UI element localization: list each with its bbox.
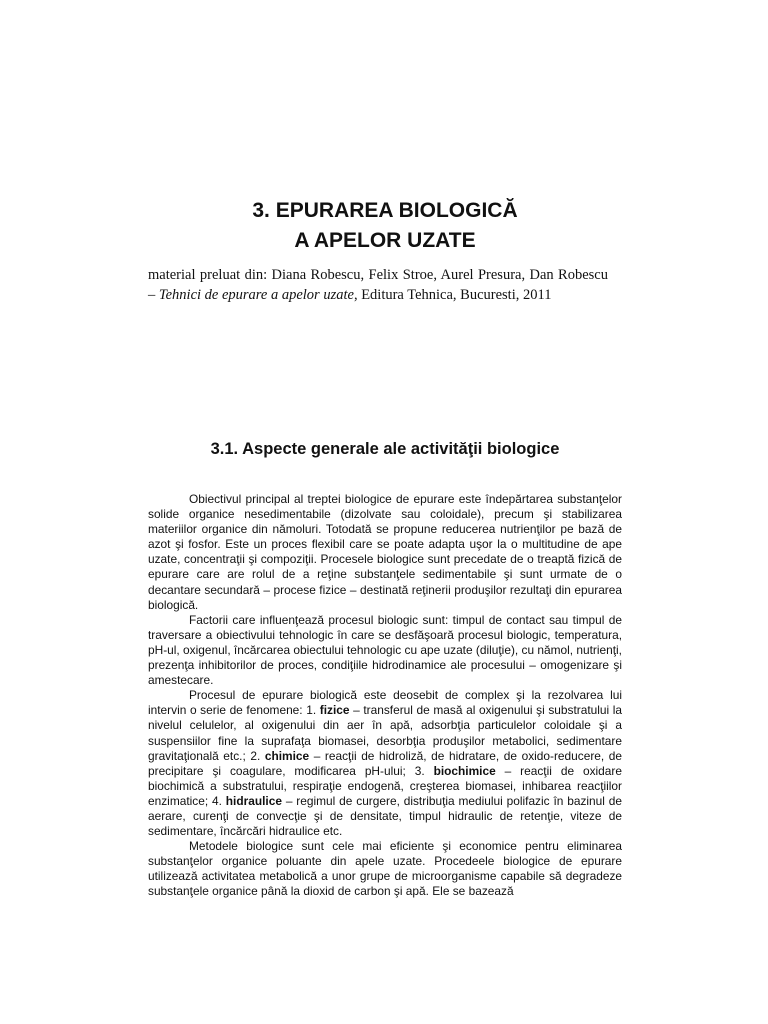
term-chimice: chimice bbox=[264, 748, 310, 763]
body-text bbox=[148, 492, 622, 900]
term-fizice: fizice bbox=[319, 703, 350, 718]
paragraph-3-text: – regimul de curgere, distribuţia mediului polifazic în bazinul de aerare, curenţi de convecţie şi de densitate, timpul hidraulic de retenţie, viteze de sedimentare, încărcări hidraulice etc. bbox=[148, 793, 623, 839]
term-hidraulice: hidraulice bbox=[225, 793, 282, 808]
section-heading: 3.1. Aspecte generale ale activităţii biologice bbox=[210, 440, 560, 458]
paragraph-4: Metodele biologice sunt cele mai eficiente şi economice pentru eliminarea substanţelor organice poluante din apele uzate. Procedeele biologice de epurare utilizează activitatea metabolică a unor grupe de microorganisme capabile să degradeze substanţele organice până la dioxid de carbon şi apă. Ele se bazează bbox=[148, 839, 622, 899]
source-note-suffix: , Editura Tehnica, Bucuresti, 2011 bbox=[353, 286, 552, 303]
source-note bbox=[148, 266, 608, 305]
paragraph-3 bbox=[148, 688, 622, 839]
paragraph-3-text: Procesul de epurare biologică este deosebit de complex şi la rezolvarea lui intervin o serie de fenomene: 1. bbox=[148, 688, 622, 718]
paragraph-3-text: – reacţii de oxidare biochimică a substratului, respiraţie endogenă, creşterea biomasei, inhibarea reacţiilor enzimatice; 4. bbox=[148, 763, 622, 808]
chapter-title-line-2: A APELOR UZATE bbox=[294, 229, 476, 252]
chapter-title bbox=[148, 196, 622, 256]
paragraph-1: Obiectivul principal al treptei biologice de epurare este îndepărtarea substanţelor solide organice nesedimentabile (dizolvate sau coloidale), precum şi stabilizarea materiilor organice din nămoluri. Totodată se propune reducerea nutrienţilor pe bază de azot şi fosfor. Este un proces flexibil care se poate adapta uşor la o multitudine de ape uzate, concentraţii şi compoziţii. Procesele biologice sunt precedate de o treaptă fizică de epurare care are rolul de a reţine substanţele sedimentabile şi sunt urmate de o decantare secundară – procese fizice – destinată reţinerii produşilor rezultaţi din epurarea biologică. bbox=[148, 492, 622, 612]
term-biochimice: biochimice bbox=[433, 763, 496, 778]
paragraph-3-text: – transferul de masă al oxigenului şi substratului la nivelul celulelor, al oxigenului din aer în apă, adsorbţia particulelor coloidale şi a suspensiilor fine la suprafaţa biomasei, desorbţia produşilor metabolici, sedimentare gravitaţională etc.; 2. bbox=[148, 703, 623, 763]
paragraph-3-text: – reacţii de hidroliză, de hidratare, de oxido-reducere, de precipitare şi coagulare, modificarea pH-ului; 3. bbox=[148, 748, 622, 778]
source-book-title: Tehnici de epurare a apelor uzate bbox=[158, 286, 354, 303]
chapter-title-line-1: 3. EPURAREA BIOLOGICĂ bbox=[252, 199, 518, 222]
source-note-prefix: material preluat din: Diana Robescu, Felix Stroe, Aurel Presura, Dan Robescu – bbox=[148, 267, 608, 303]
paragraph-2: Factorii care influenţează procesul biologic sunt: timpul de contact sau timpul de traversare a obiectivului tehnologic în care se desfăşoară procesul biologic, temperatura, pH-ul, oxigenul, încărcarea obiectului tehnologic cu ape uzate (diluţie), cu nămol, nutrienţi, prezenţa inhibitorilor de proces, condiţiile hidrodinamice ale procesului – omogenizare şi amestecare. bbox=[148, 612, 622, 688]
